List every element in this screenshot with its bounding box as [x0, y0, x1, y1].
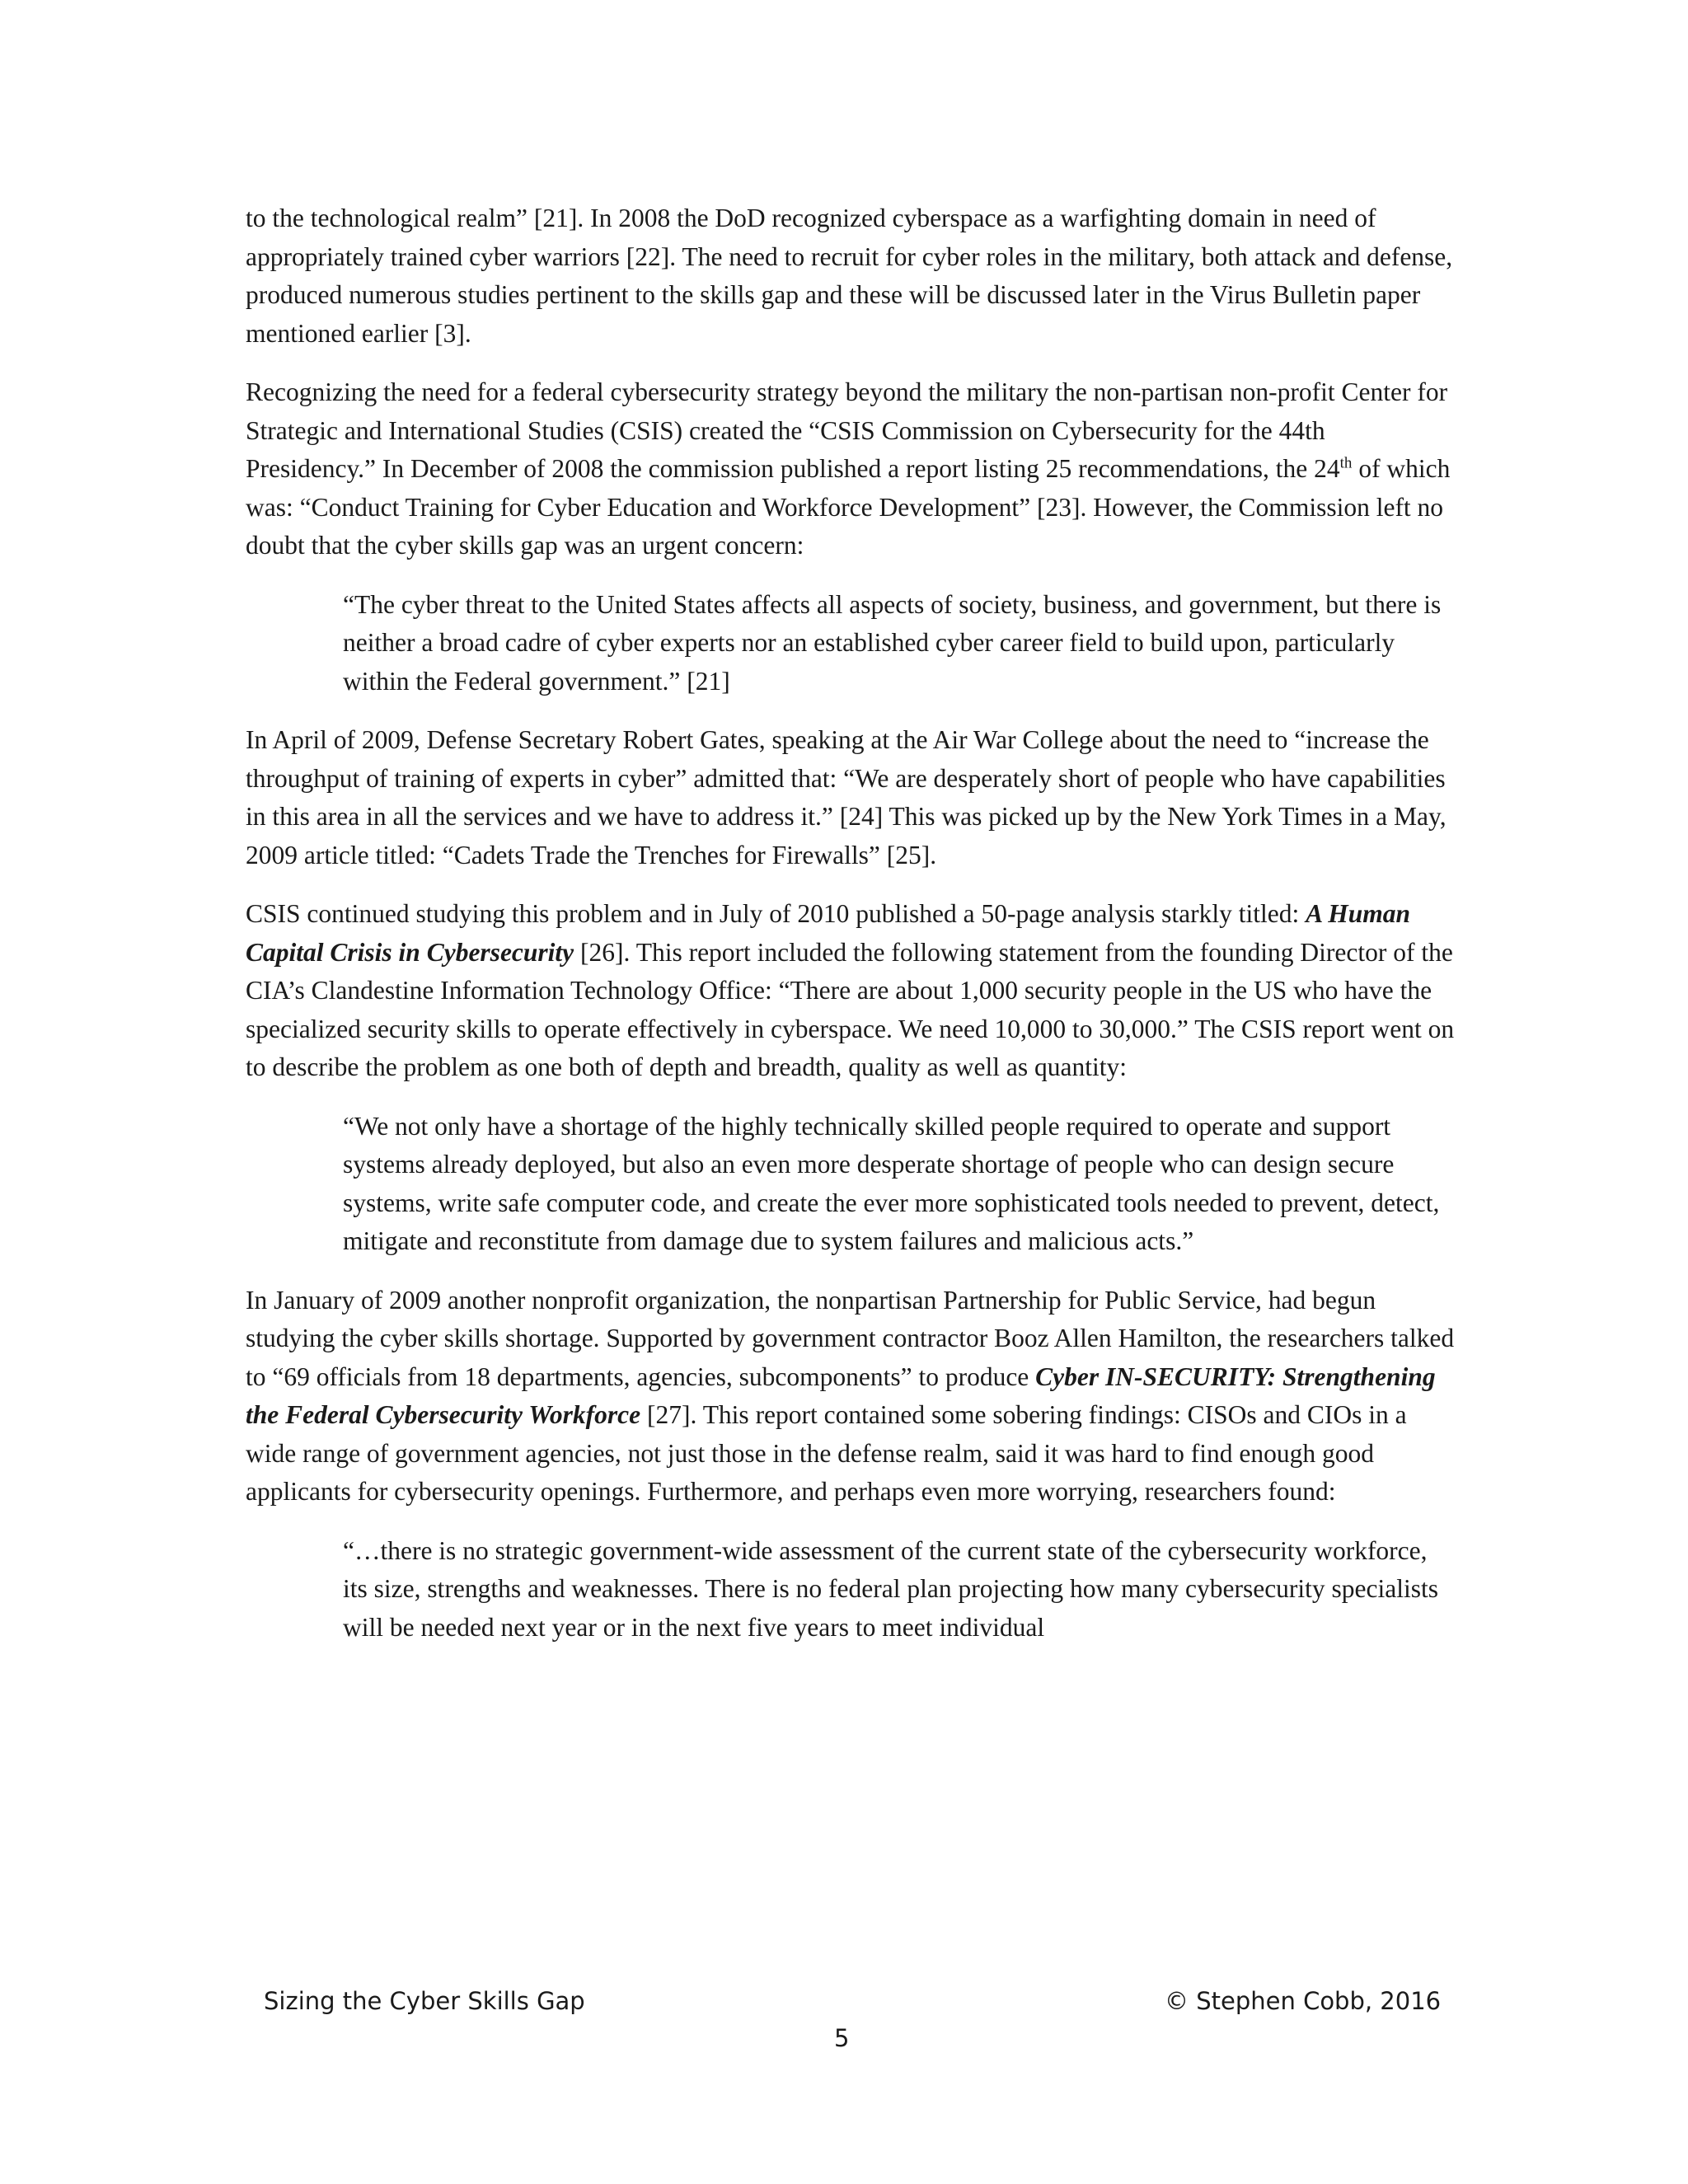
text-run: In January of 2009 another nonprofit organization, the nonpartisan Partnership for Public Service, had begun studying the cyber skills shortage. Supported by government contractor Booz Allen Hamilton, the researchers talked to “69 officials from 18 departments, agencies, subcomponents” to produce	[246, 1285, 1455, 1391]
paragraph: to the technological realm” [21]. In 2008 the DoD recognized cyberspace as a warfighting domain in need of appropriately trained cyber warriors [22]. The need to recruit for cyber roles in the military, both attack and defense, produced numerous studies pertinent to the skills gap and these will be discussed later in the Virus Bulletin paper mentioned earlier [3].	[246, 204, 1453, 348]
block-quote: “The cyber threat to the United States affects all aspects of society, business, and government, but there is neither a broad cadre of cyber experts nor an established cyber career field to build upon, particularly within the Federal government.” [21]	[343, 589, 1442, 696]
text-run: CSIS continued studying this problem and in July of 2010 published a 50-page analysis starkly titled:	[246, 899, 1306, 928]
text-run: [27]. This report contained some sobering findings: CISOs and CIOs in a wide range of government agencies, not just those in the defense realm, said it was hard to find enough good applicants for cybersecurity openings. Furthermore, and perhaps even more worrying, researchers found:	[246, 1400, 1407, 1506]
report-title: A Human Capital Crisis in Cybersecurity	[246, 899, 1411, 967]
text-run: [26]. This report included the following statement from the founding Director of the CIA’s Clandestine Information Technology Office: “There are about 1,000 security people in the US who have the specialized security skills to operate effectively in cyberspace. We need 10,000 to 30,000.” The CSIS report went on to describe the problem as one both of depth and breadth, quality as well as quantity:	[246, 937, 1455, 1081]
report-title: Cyber IN-SECURITY: Strengthening the Federal Cybersecurity Workforce	[246, 1361, 1436, 1429]
body-text	[246, 199, 1457, 1667]
footer-document-title: Sizing the Cyber Skills Gap	[264, 1987, 585, 2015]
page-number: 5	[834, 2024, 850, 2052]
superscript: th	[1339, 454, 1353, 472]
paragraph	[246, 895, 1457, 1087]
block-quote: “We not only have a shortage of the highly technically skilled people required to operate and support systems already deployed, but also an even more desperate shortage of people who can design secure systems, write safe computer code, and create the ever more sophisticated tools needed to prevent, detect, mitigate and reconstitute from damage due to system failures and malicious acts.”	[343, 1111, 1440, 1255]
footer-copyright: © Stephen Cobb, 2016	[1165, 1987, 1442, 2015]
text-run: of which was: “Conduct Training for Cyber Education and Workforce Development” [23]. However, the Commission left no doubt that the cyber skills gap was an urgent concern:	[246, 454, 1451, 560]
paragraph: In April of 2009, Defense Secretary Robert Gates, speaking at the Air War College about the need to “increase the throughput of training of experts in cyber” admitted that: “We are desperately short of people who have capabilities in this area in all the services and we have to address it.” [24] This was picked up by the New York Times in a May, 2009 article titled: “Cadets Trade the Trenches for Firewalls” [25].	[246, 725, 1447, 869]
paragraph	[246, 373, 1457, 565]
paragraph	[246, 1282, 1457, 1511]
text-run: Recognizing the need for a federal cybersecurity strategy beyond the military the non-partisan non-profit Center for Strategic and International Studies (CSIS) created the “CSIS Commission on Cybersecurity for the 44th Presidency.” In December of 2008 the commission published a report listing 25 recommendations, the 24	[246, 377, 1448, 483]
block-quote: “…there is no strategic government-wide assessment of the current state of the cybersecurity workforce, its size, strengths and weaknesses. There is no federal plan projecting how many cybersecurity specialists will be needed next year or in the next five years to meet individual	[343, 1535, 1439, 1642]
